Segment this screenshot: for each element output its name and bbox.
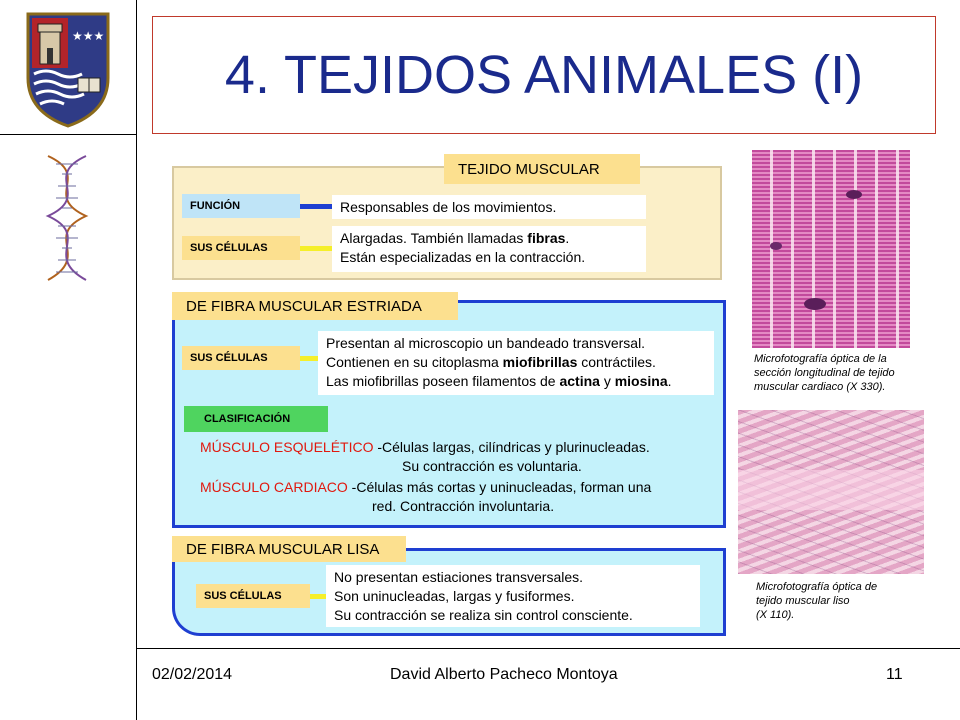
estriada-celulas-text: Presentan al microscopio un bandeado transversal. Contienen en su citoplasma miofibrillas contráctiles. Las miofibrillas poseen filamentos de actina y miosina. [318,331,714,395]
svg-text:★★★: ★★★ [72,29,105,43]
smooth-caption: Microfotografía óptica de tejido muscular liso (X 110). [756,581,878,621]
lisa-celulas-label: SUS CÉLULAS [196,584,310,608]
dna-helix-icon [28,152,106,284]
footer-divider [137,648,960,649]
muscular-celulas-label: SUS CÉLULAS [182,236,300,260]
footer-page-number: 11 [886,666,903,683]
estriada-header: DE FIBRA MUSCULAR ESTRIADA [172,292,458,320]
page-title: 4. TEJIDOS ANIMALES (I) [224,45,864,105]
lisa-celulas-text: No presentan estiaciones transversales. Son uninucleadas, largas y fusiformes. Su contracción se realiza sin control consciente. [326,565,700,627]
funcion-connector [300,204,332,209]
lisa-header: DE FIBRA MUSCULAR LISA [172,536,406,562]
footer-date: 02/02/2014 [152,666,233,683]
school-crest-logo [22,8,114,130]
musculo-cardiaco: MÚSCULO CARDIACO -Células más cortas y uninucleadas, forman una [200,479,652,495]
funcion-text: Responsables de los movimientos. [332,195,646,219]
musculo-cardiaco-line2: red. Contracción involuntaria. [372,498,555,514]
muscular-celulas-text: Alargadas. También llamadas fibras. Están especializadas en la contracción. [332,226,646,272]
vertical-divider [136,0,137,720]
muscular-celulas-connector [300,246,332,251]
cardiac-caption: Microfotografía óptica de la sección longitudinal de tejido muscular cardiaco (X 330). [754,353,895,393]
funcion-label: FUNCIÓN [182,194,300,218]
smooth-micrograph-image [738,410,924,574]
estriada-celulas-connector [300,356,320,361]
musculo-esqueletico: MÚSCULO ESQUELÉTICO -Células largas, cilíndricas y plurinucleadas. [200,439,650,455]
musculo-esqueletico-line2: Su contracción es voluntaria. [402,458,582,474]
cardiac-micrograph-image [752,150,910,348]
lisa-panel-top-border [404,548,726,551]
clasificacion-label: CLASIFICACIÓN [184,406,328,432]
footer-author: David Alberto Pacheco Montoya [390,666,618,683]
title-box [152,16,936,134]
muscular-header: TEJIDO MUSCULAR [444,154,640,184]
estriada-panel-top-border [456,300,726,303]
estriada-celulas-label: SUS CÉLULAS [182,346,300,370]
logo-divider [0,134,137,135]
